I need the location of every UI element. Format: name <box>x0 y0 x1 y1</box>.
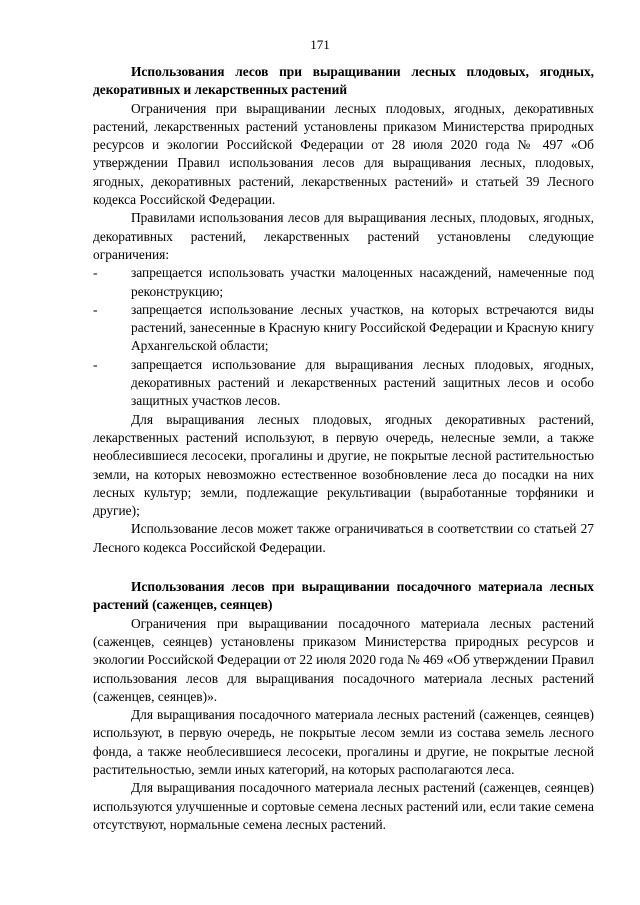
paragraph-rules-restrictions-intro: Правилами использования лесов для выращивания лесных, плодовых, ягодных, декоративных растений, лекарственных растений установлены следующие ограничения: <box>93 210 594 262</box>
list-item-text: запрещается использовать участки малоценных насаждений, намеченные под реконструкцию; <box>131 265 594 299</box>
paragraph-lands-used-first: Для выращивания лесных плодовых, ягодных декоративных растений, лекарственных растений используют, в первую очередь, нелесные земли, а также необлесившиеся лесосеки, прогалины и другие, не покрытые лесной растительностью земли, на которых невозможно естественное возобновление леса до посадки на них лесных культур; земли, подлежащие рекультивации (выработанные торфяники и другие); <box>93 411 594 519</box>
section-heading-planting-material: Использования лесов при выращивании посадочного материала лесных растений (саженцев, сеянцев) <box>93 579 594 613</box>
list-bullet-dash: - <box>93 356 98 372</box>
list-bullet-dash: - <box>93 301 98 317</box>
paragraph-article-27-restriction: Использование лесов может также ограничиваться в соответствии со статьей 27 Лесного кодекса Российской Федерации. <box>93 521 594 555</box>
list-item-text: запрещается использование лесных участков, на которых встречаются виды растений, занесенные в Красную книгу Российской Федерации и Красную книгу Архангельской области; <box>131 301 594 354</box>
list-bullet-dash: - <box>93 265 98 281</box>
paragraph-restrictions-order-469: Ограничения при выращивании посадочного материала лесных растений (саженцев, сеянцев) установлены приказом Министерства природных ресурсов и экологии Российской Федерации от 22 июля 2020 года № 469 «Об утверждении Правил использования лесов для выращивания посадочного материала лесных растений (саженцев, сеянцев)». <box>93 615 594 704</box>
section-heading-forest-fruit-plants: Использования лесов при выращивании лесных плодовых, ягодных, декоративных и лекарственных растений <box>93 64 594 98</box>
page-content <box>93 63 594 834</box>
paragraph-seeds-used: Для выращивания посадочного материала лесных растений (саженцев, сеянцев) используются улучшенные и сортовые семена лесных растений или, если такие семена отсутствуют, нормальные семена лесных растений. <box>93 780 594 832</box>
list-item <box>93 356 594 411</box>
list-item <box>93 264 594 301</box>
paragraph-restrictions-order-497: Ограничения при выращивании лесных плодовых, ягодных, декоративных растений, лекарственных растений установлены приказом Министерства природных ресурсов и экологии Российской Федерации от 28 июля 2020 года № 497 «Об утверждении Правил использования лесов для выращивания лесных, плодовых, ягодных, декоративных растений, лекарственных растений» и статьей 39 Лесного кодекса Российской Федерации. <box>93 100 594 208</box>
paragraph-planting-material-lands: Для выращивания посадочного материала лесных растений (саженцев, сеянцев) используют, в первую очередь, не покрытые лесом земли из состава земель лесного фонда, а также необлесившиеся лесосеки, прогалины и другие, не покрытые лесной растительностью, земли иных категорий, на которых располагаются леса. <box>93 707 594 777</box>
list-item-text: запрещается использование для выращивания лесных плодовых, ягодных, декоративных растений и лекарственных растений защитных лесов и особо защитных участков лесов. <box>131 356 594 409</box>
list-item <box>93 301 594 356</box>
page-number: 171 <box>310 37 330 52</box>
section-spacer <box>93 557 594 578</box>
